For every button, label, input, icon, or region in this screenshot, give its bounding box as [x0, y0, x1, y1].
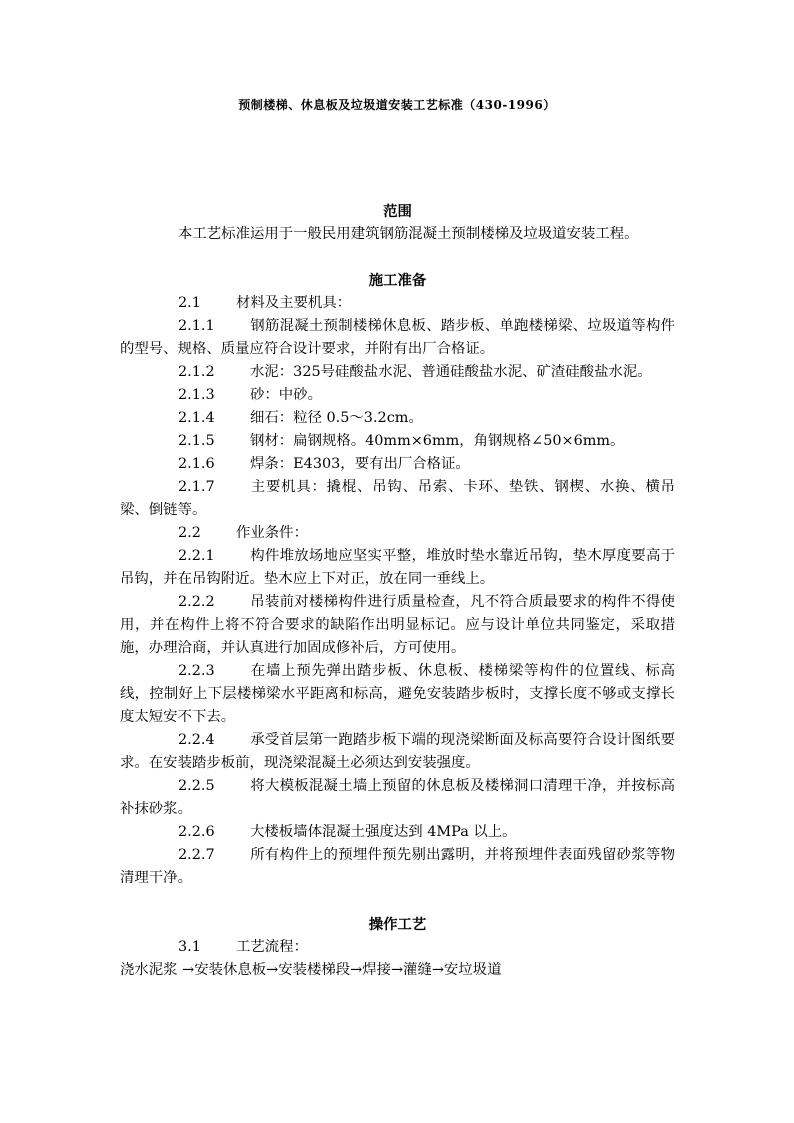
clause-text: 焊条：E4303，要有出厂合格证。	[250, 456, 470, 472]
clause-2-1-4	[120, 407, 675, 430]
clause-2-2-4	[120, 729, 675, 775]
clause-number: 2.1.7	[178, 479, 215, 495]
clause-text: 工艺流程：	[236, 939, 308, 955]
clause-number: 2.2	[178, 525, 201, 541]
clause-number: 2.2.1	[178, 548, 215, 564]
clause-2-1-2	[120, 361, 675, 384]
clause-2-1-7	[120, 476, 675, 522]
clause-2-2-7	[120, 844, 675, 890]
document-body	[120, 200, 675, 982]
clause-text: 构件堆放场地应坚实平整，堆放时垫水靠近吊钩，垫木厚度要高于吊钩，并在吊钩附近。垫木应上下对正，放在同一垂线上。	[120, 548, 675, 587]
clause-number: 2.2.5	[178, 778, 215, 794]
clause-text: 钢筋混凝土预制楼梯休息板、踏步板、单跑楼梯梁、垃圾道等构件的型号、规格、质量应符合设计要求，并附有出厂合格证。	[120, 318, 675, 357]
clause-text: 在墙上预先弹出踏步板、休息板、楼梯梁等构件的位置线、标高线，控制好上下层楼梯梁水平距离和标高，避免安装踏步板时，支撑长度不够或支撑长度太短安不下去。	[120, 663, 675, 725]
clause-number: 2.2.2	[178, 594, 215, 610]
clause-text: 主要机具：撬棍、吊钩、吊索、卡环、垫铁、钢楔、水换、横吊梁、倒链等。	[120, 479, 675, 518]
process-flow: 浇水泥浆 →安装休息板→安装楼梯段→焊接→灌缝→安垃圾道	[120, 962, 502, 978]
clause-number: 2.1.1	[178, 318, 215, 334]
clause-number: 2.2.4	[178, 732, 215, 748]
clause-2-1	[120, 292, 675, 315]
clause-text: 钢材：扁钢规格。40mm×6mm，角钢规格∠50×6mm。	[250, 433, 625, 449]
clause-2-1-3	[120, 384, 675, 407]
clause-text: 将大模板混凝土墙上预留的休息板及楼梯洞口清理干净，并按标高补抹砂浆。	[120, 778, 675, 817]
clause-3-1	[120, 936, 675, 959]
scope-paragraph: 本工艺标准运用于一般民用建筑钢筋混凝土预制楼梯及垃圾道安装工程。	[178, 226, 639, 242]
clause-number: 2.2.3	[178, 663, 215, 679]
section-heading-preparation: 施工准备	[368, 272, 427, 289]
clause-number: 2.1.2	[178, 364, 215, 380]
clause-text: 所有构件上的预埋件预先剔出露明，并将预埋件表面残留砂浆等物清理干净。	[120, 847, 675, 886]
clause-text: 砂：中砂。	[250, 387, 322, 403]
clause-number: 2.1.4	[178, 410, 215, 426]
clause-text: 作业条件：	[236, 525, 308, 541]
clause-number: 2.1	[178, 295, 201, 311]
clause-2-2	[120, 522, 675, 545]
clause-2-2-2	[120, 591, 675, 660]
section-heading-scope: 范围	[383, 203, 412, 220]
clause-text: 承受首层第一跑踏步板下端的现浇梁断面及标高要符合设计图纸要求。在安装踏步板前，现浇梁混凝土必须达到安装强度。	[120, 732, 675, 771]
clause-text: 材料及主要机具：	[236, 295, 352, 311]
clause-text: 细石：粒径 0.5～3.2cm。	[250, 410, 423, 426]
clause-number: 2.2.6	[178, 824, 215, 840]
clause-number: 2.1.3	[178, 387, 215, 403]
clause-2-2-3	[120, 660, 675, 729]
document-title: 预制楼梯、休息板及垃圾道安装工艺标准（430-1996）	[238, 98, 556, 112]
clause-2-1-5	[120, 430, 675, 453]
clause-number: 2.1.5	[178, 433, 215, 449]
clause-2-2-5	[120, 775, 675, 821]
section-heading-process: 操作工艺	[368, 916, 427, 933]
clause-text: 吊装前对楼梯构件进行质量检查，凡不符合质最要求的构件不得使用，并在构件上将不符合要求的缺陷作出明显标记。应与设计单位共同鉴定，采取措施，办理洽商，并认真进行加固成修补后，方可使用。	[120, 594, 675, 656]
clause-number: 3.1	[178, 939, 201, 955]
clause-2-1-1	[120, 315, 675, 361]
clause-text: 大楼板墙体混凝土强度达到 4MPa 以上。	[250, 824, 517, 840]
clause-number: 2.1.6	[178, 456, 215, 472]
clause-text: 水泥：325号硅酸盐水泥、普通硅酸盐水泥、矿渣硅酸盐水泥。	[250, 364, 652, 380]
clause-2-1-6	[120, 453, 675, 476]
clause-2-2-6	[120, 821, 675, 844]
clause-2-2-1	[120, 545, 675, 591]
clause-number: 2.2.7	[178, 847, 215, 863]
